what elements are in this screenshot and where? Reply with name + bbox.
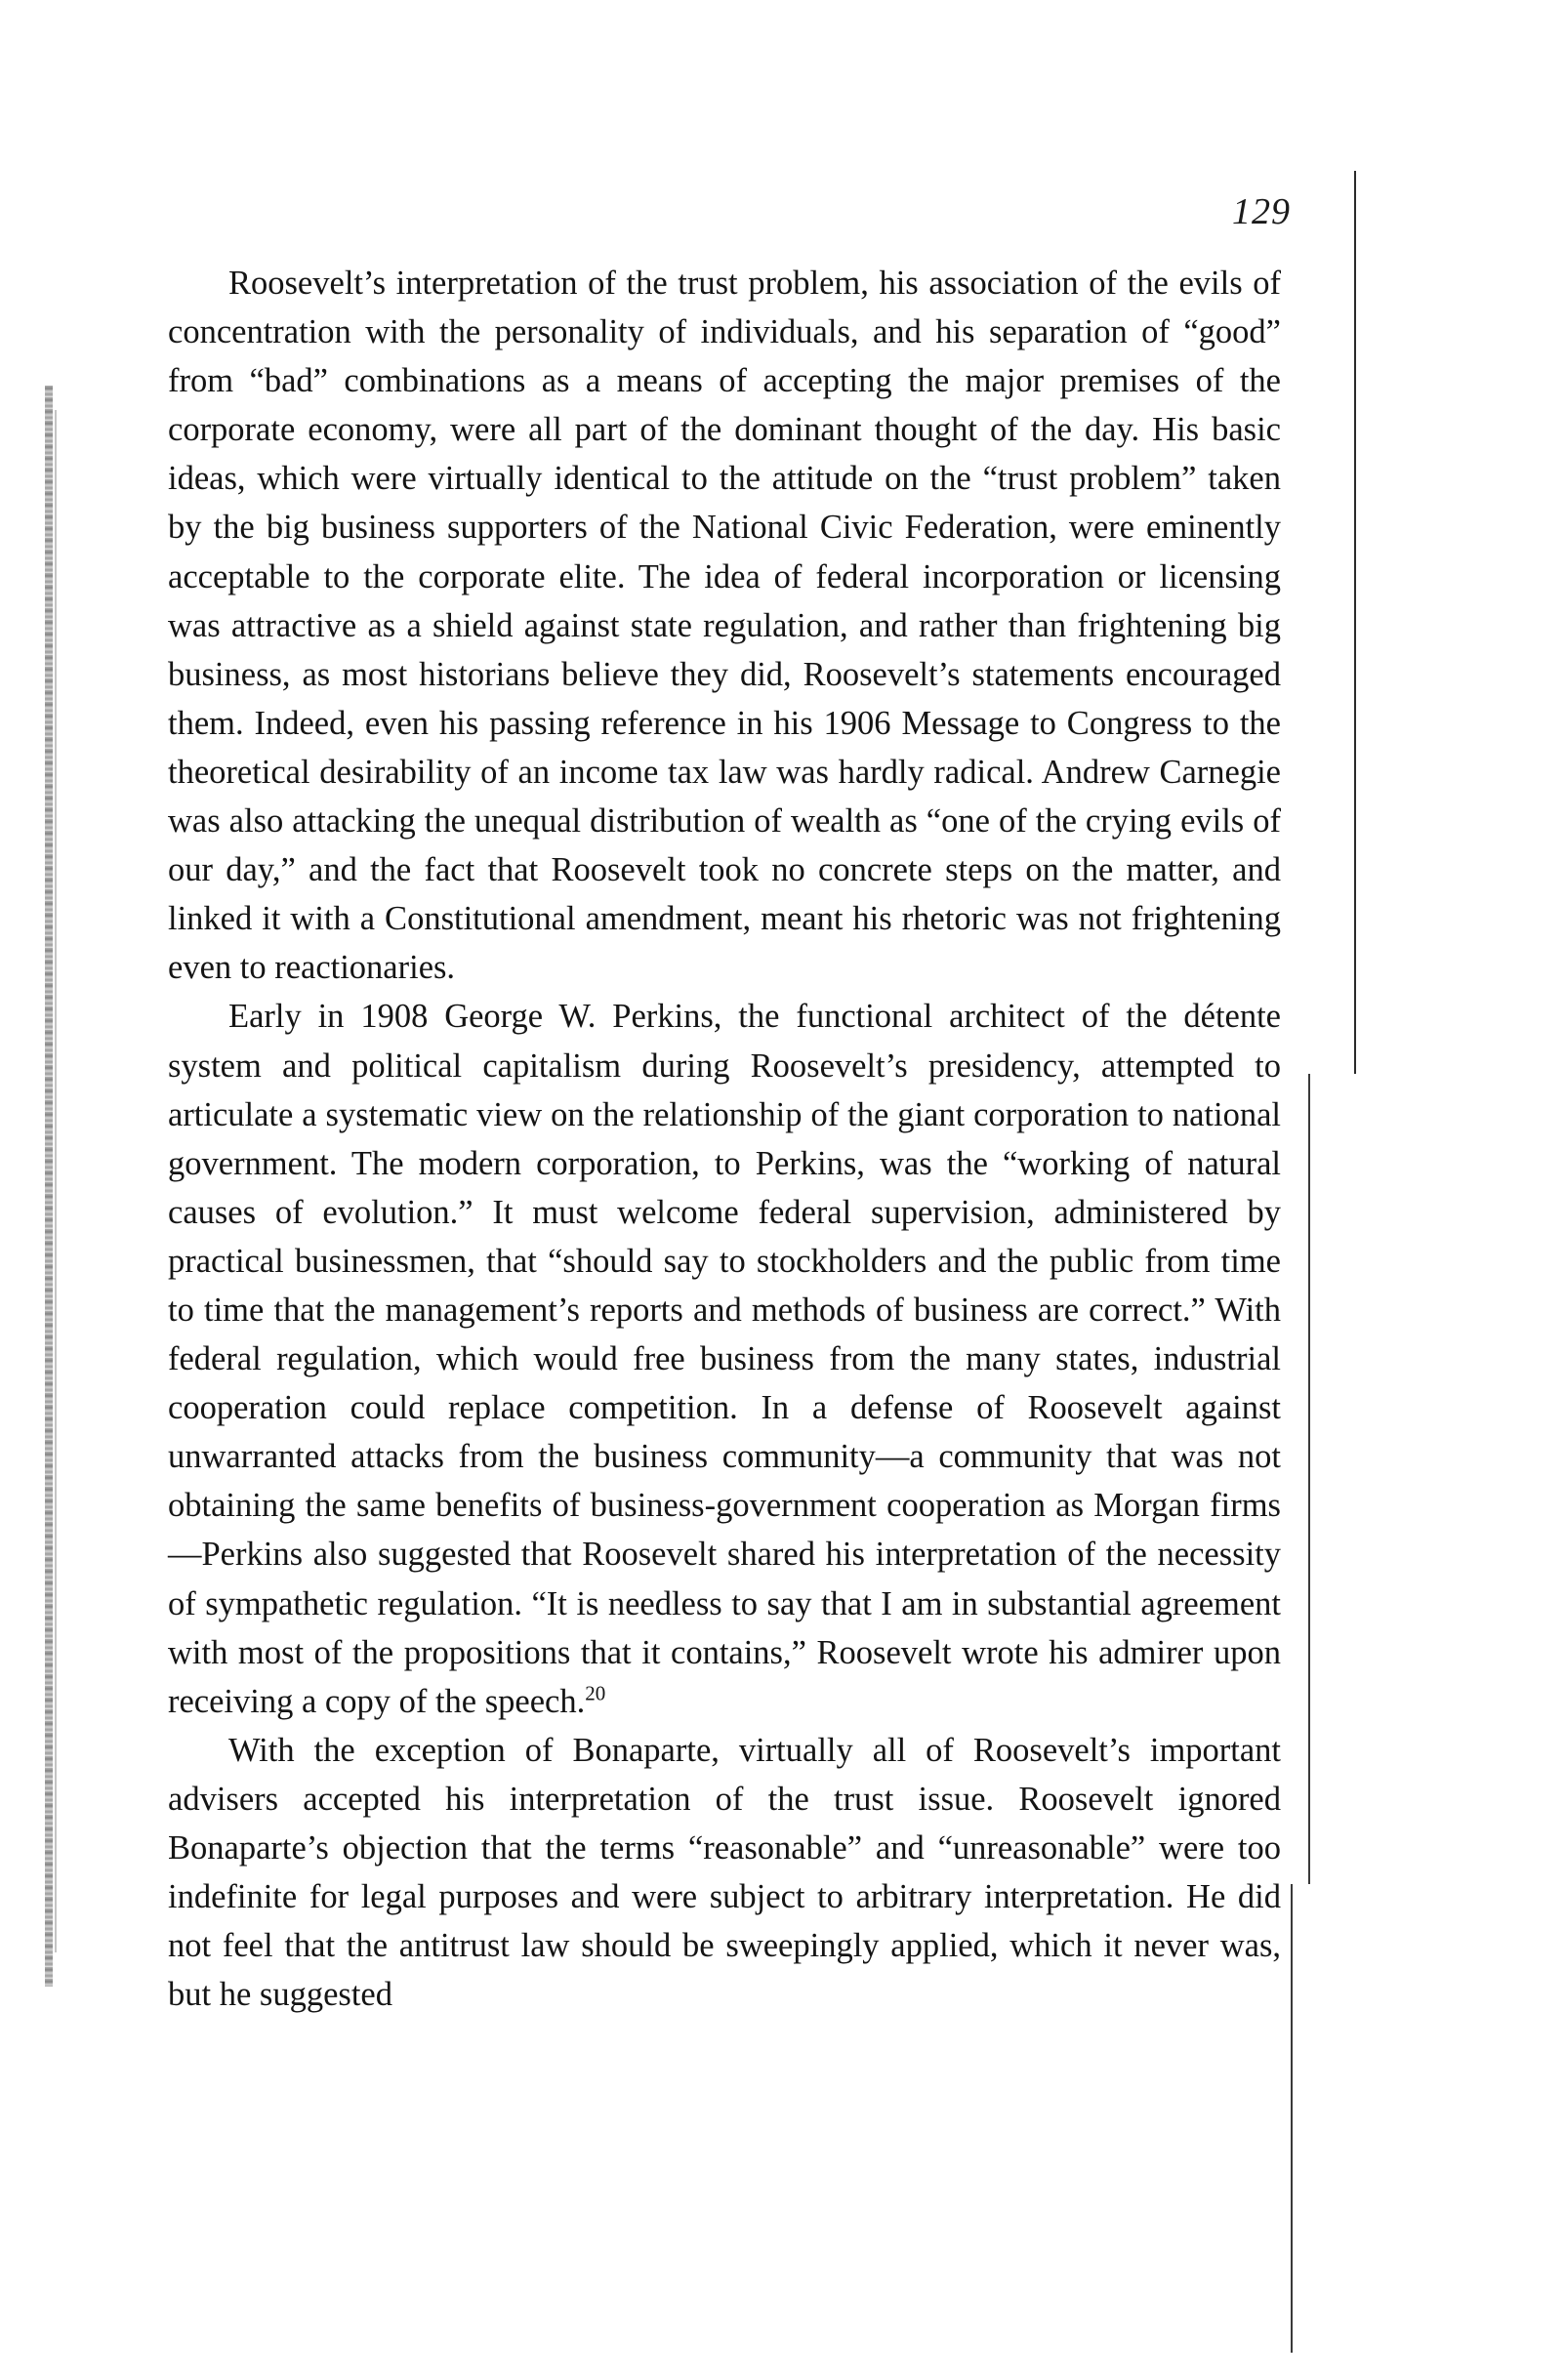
scan-edge-line (1291, 1884, 1293, 2353)
scan-edge-line (1308, 1074, 1310, 1884)
paragraph-text: Early in 1908 George W. Perkins, the functional architect of the détente system and political capitalism during Roosevelt’s presidency, attempted to articulate a systematic view on the relationship of the giant corporation to national government. The modern corporation, to Perkins, was the “working of natural causes of evolution.” It must welcome federal supervision, administered by practical businessmen, that “should say to stockholders and the public from time to time that the management’s reports and methods of business are correct.” With federal regulation, which would free business from the many states, industrial cooperation could replace competition. In a defense of Roosevelt against unwarranted attacks from the business community—a community that was not obtaining the same benefits of business-government cooperation as Morgan firms—Perkins also suggested that Roosevelt shared his interpretation of the necessity of sympathetic regulation. “It is needless to say that I am in substantial agreement with most of the propositions that it contains,” Roosevelt wrote his admirer upon receiving a copy of the speech. (168, 998, 1281, 1720)
paragraph: With the exception of Bonaparte, virtually all of Roosevelt’s important advisers accepted his interpretation of the trust issue. Roosevelt ignored Bonaparte’s objection that the terms “reasonable” and “unreasonable” were too indefinite for legal purposes and were subject to arbitrary interpretation. He did not feel that the antitrust law should be sweepingly applied, which it never was, but he suggested (168, 1731, 1281, 2014)
scan-gutter-shadow (45, 386, 53, 1987)
scan-edge-line (1354, 171, 1356, 1074)
page-number: 129 (1232, 191, 1291, 232)
paragraph (168, 992, 1281, 1725)
scan-gutter-line (55, 410, 57, 1952)
footnote-marker: 20 (585, 1681, 606, 1705)
body-text (168, 259, 1281, 2019)
paragraph: Roosevelt’s interpretation of the trust problem, his association of the evils of concentration with the personality of individuals, and his separation of “good” from “bad” combinations as a means of accepting the major premises of the corporate economy, were all part of the dominant thought of the day. His basic ideas, which were virtually identical to the attitude on the “trust problem” taken by the big business supporters of the National Civic Federation, were eminently acceptable to the corporate elite. The idea of federal incorporation or licensing was attractive as a shield against state regulation, and rather than frightening big business, as most historians believe they did, Roosevelt’s statements encouraged them. Indeed, even his passing reference in his 1906 Message to Congress to the theoretical desirability of an income tax law was hardly radical. Andrew Carnegie was also attacking the unequal distribution of wealth as “one of the crying evils of our day,” and the fact that Roosevelt took no concrete steps on the matter, and linked it with a Constitutional amendment, meant his rhetoric was not frightening even to reactionaries. (168, 265, 1281, 987)
